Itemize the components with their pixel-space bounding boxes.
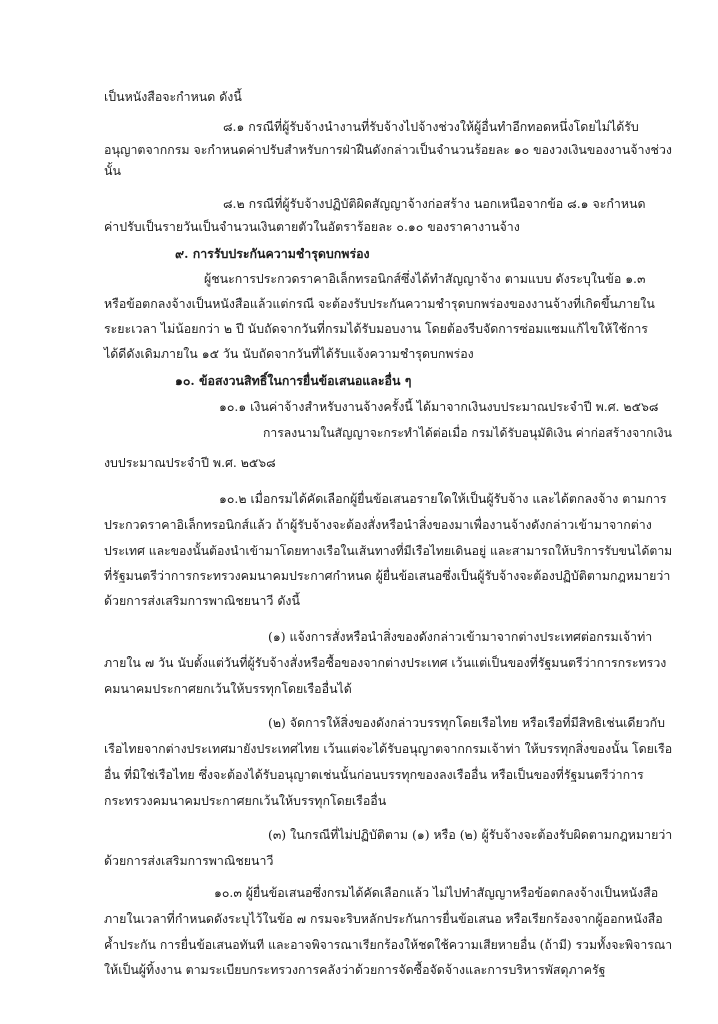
clause-10-2-line: ประกวดราคาอิเล็กทรอนิกส์แล้ว ถ้าผู้รับจ้างจะต้องสั่งหรือนำสิ่งของมาเพื่องานจ้างดังกล่าวเข้ามาจากต่าง <box>104 517 652 532</box>
sub-item-2-line: อื่น ที่มิใช่เรือไทย ซึ่งจะต้องได้รับอนุญาตเช่นนั้นก่อนบรรทุกของลงเรืออื่น หรือเป็นของที่รัฐมนตรีว่าการ <box>104 767 644 782</box>
clause-8-1-line: นั้น <box>104 163 121 178</box>
clause-10-1-line: งบประมาณประจำปี พ.ศ. ๒๕๖๘ <box>104 455 276 470</box>
text-line-intro: เป็นหนังสือจะกำหนด ดังนี้ <box>104 89 242 104</box>
section-9-line: ระยะเวลา ไม่น้อยกว่า ๒ ปี นับถัดจากวันที่กรมได้รับมอบงาน โดยต้องรีบจัดการซ่อมแซมแก้ไขให้ใช้การ <box>104 321 648 336</box>
section-9-heading: ๙. การรับประกันความชำรุดบกพร่อง <box>175 246 370 261</box>
sub-item-3-line: (๓) ในกรณีที่ไม่ปฏิบัติตาม (๑) หรือ (๒) ผู้รับจ้างจะต้องรับผิดตามกฎหมายว่า <box>268 827 673 842</box>
clause-8-2-line: ค่าปรับเป็นรายวันเป็นจำนวนเงินตายตัวในอัตราร้อยละ ๐.๑๐ ของราคางานจ้าง <box>104 219 520 234</box>
clause-10-2-line: ที่รัฐมนตรีว่าการกระทรวงคมนาคมประกาศกำหนด ผู้ยื่นข้อเสนอซึ่งเป็นผู้รับจ้างจะต้องปฏิบัติตามกฎหมายว่า <box>104 568 671 583</box>
clause-10-3-line: ๑๐.๓ ผู้ยื่นข้อเสนอซึ่งกรมได้คัดเลือกแล้ว ไม่ไปทำสัญญาหรือข้อตกลงจ้างเป็นหนังสือ <box>214 885 659 900</box>
section-10-heading: ๑๐. ข้อสงวนสิทธิ์ในการยื่นข้อเสนอและอื่น ๆ <box>175 373 412 388</box>
section-9-line: ได้ดีดังเดิมภายใน ๑๕ วัน นับถัดจากวันที่ได้รับแจ้งความชำรุดบกพร่อง <box>104 346 474 361</box>
sub-item-2-line: (๒) จัดการให้สิ่งของดังกล่าวบรรทุกโดยเรือไทย หรือเรือที่มีสิทธิเช่นเดียวกับ <box>268 715 666 730</box>
clause-10-2-line: ด้วยการส่งเสริมการพาณิชยนาวี ดังนี้ <box>104 593 300 608</box>
clause-10-2-line: ประเทศ และของนั้นต้องนำเข้ามาโดยทางเรือในเส้นทางที่มีเรือไทยเดินอยู่ และสามารถให้บริการรับขนได้ตาม <box>104 544 673 558</box>
clause-10-3-line: ภายในเวลาที่กำหนดดังระบุไว้ในข้อ ๗ กรมจะริบหลักประกันการยื่นข้อเสนอ หรือเรียกร้องจากผู้ออกหนังสือ <box>104 911 663 926</box>
clause-8-1-line: ๘.๑ กรณีที่ผู้รับจ้างนำงานที่รับจ้างไปจ้างช่วงให้ผู้อื่นทำอีกทอดหนึ่งโดยไม่ได้รับ <box>223 119 639 134</box>
section-9-line: หรือข้อตกลงจ้างเป็นหนังสือแล้วแต่กรณี จะต้องรับประกันความชำรุดบกพร่องของงานจ้างที่เกิดขึ้นภายใน <box>104 296 655 311</box>
clause-10-3-line: ให้เป็นผู้ทิ้งงาน ตามระเบียบกระทรวงการคลังว่าด้วยการจัดซื้อจัดจ้างและการบริหารพัสดุภาครัฐ <box>104 962 606 977</box>
clause-10-1-line: ๑๐.๑ เงินค่าจ้างสำหรับงานจ้างครั้งนี้ ได้มาจากเงินงบประมาณประจำปี พ.ศ. ๒๕๖๘ <box>219 399 659 414</box>
clause-8-2-line: ๘.๒ กรณีที่ผู้รับจ้างปฏิบัติผิดสัญญาจ้างก่อสร้าง นอกเหนือจากข้อ ๘.๑ จะกำหนด <box>223 196 646 211</box>
sub-item-2-line: เรือไทยจากต่างประเทศมายังประเทศไทย เว้นแต่จะได้รับอนุญาตจากกรมเจ้าท่า ให้บรรทุกสิ่งของนั้น โดยเรือ <box>104 742 673 756</box>
section-9-line: ผู้ชนะการประกวดราคาอิเล็กทรอนิกส์ซึ่งได้ทำสัญญาจ้าง ตามแบบ ดังระบุในข้อ ๑.๓ <box>204 271 646 286</box>
sub-item-2-line: กระทรวงคมนาคมประกาศยกเว้นให้บรรทุกโดยเรืออื่น <box>104 793 387 808</box>
clause-10-3-line: ค้ำประกัน การยื่นข้อเสนอทันที และอาจพิจารณาเรียกร้องให้ชดใช้ความเสียหายอื่น (ถ้ามี) รวมทั้งจะพิจารณา <box>104 938 673 952</box>
sub-item-1-line: ภายใน ๗ วัน นับตั้งแต่วันที่ผู้รับจ้างสั่งหรือซื้อของจากต่างประเทศ เว้นแต่เป็นของที่รัฐมนตรีว่าการกระทรวง <box>104 655 667 670</box>
sub-item-1-line: (๑) แจ้งการสั่งหรือนำสิ่งของดังกล่าวเข้ามาจากต่างประเทศต่อกรมเจ้าท่า <box>268 629 653 644</box>
sub-item-1-line: คมนาคมประกาศยกเว้นให้บรรทุกโดยเรืออื่นได้ <box>104 681 352 696</box>
clause-8-1-line: อนุญาตจากกรม จะกำหนดค่าปรับสำหรับการฝ่าฝืนดังกล่าวเป็นจำนวนร้อยละ ๑๐ ของวงเงินของงานจ้างช่วง <box>104 142 672 157</box>
sub-item-3-line: ด้วยการส่งเสริมการพาณิชยนาวี <box>104 853 274 868</box>
clause-10-1-line: การลงนามในสัญญาจะกระทำได้ต่อเมื่อ กรมได้รับอนุมัติเงิน ค่าก่อสร้างจากเงิน <box>263 426 672 440</box>
clause-10-2-line: ๑๐.๒ เมื่อกรมได้คัดเลือกผู้ยื่นข้อเสนอรายใดให้เป็นผู้รับจ้าง และได้ตกลงจ้าง ตามการ <box>219 491 667 506</box>
